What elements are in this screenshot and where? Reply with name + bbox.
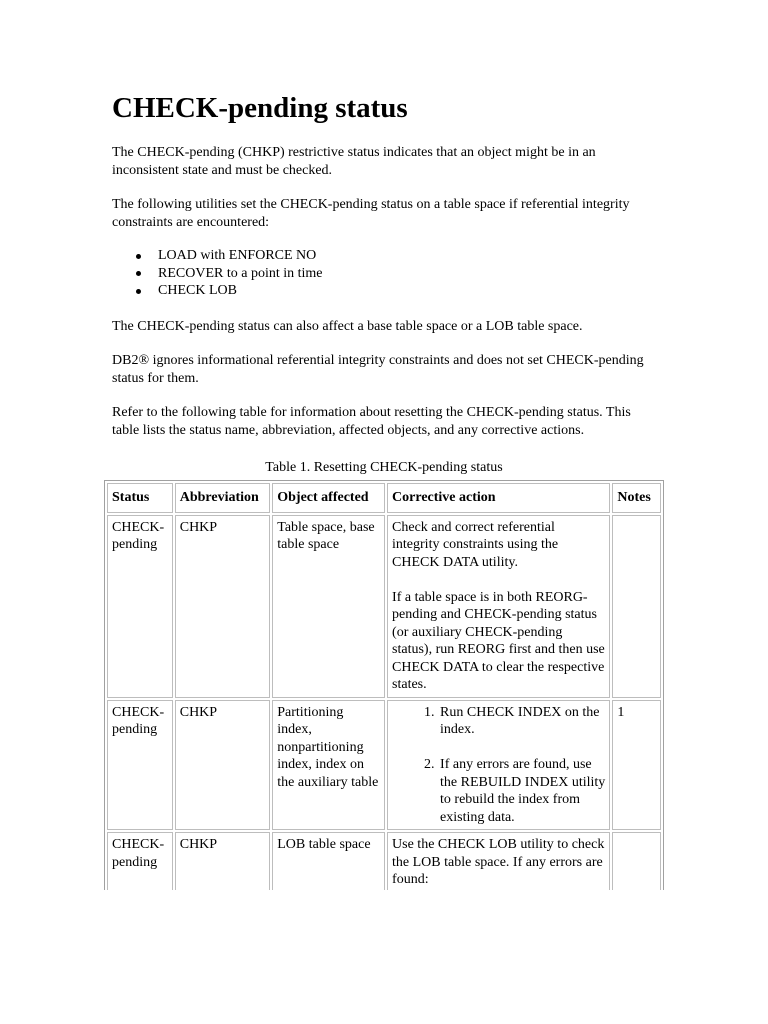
action-step: 1. Run CHECK INDEX on the index. — [438, 704, 605, 739]
refer-paragraph: Refer to the following table for information about resetting the CHECK-pending status. This table lists the status name, abbreviation, affected objects, and any corrective actions. — [112, 405, 631, 438]
cell-notes — [612, 832, 661, 890]
page-title: CHECK-pending status — [112, 92, 408, 124]
cell-abbreviation: CHKP — [175, 700, 271, 831]
cell-corrective-action — [387, 515, 610, 698]
cell-status: CHECK-pending — [107, 515, 173, 698]
table-row — [107, 700, 661, 831]
cell-abbreviation: CHKP — [175, 515, 271, 698]
list-item: LOAD with ENFORCE NO — [112, 247, 323, 265]
header-object-affected: Object affected — [272, 483, 385, 513]
intro-paragraph: The CHECK-pending (CHKP) restrictive status indicates that an object might be in an inconsistent state and must be checked. — [112, 145, 596, 178]
table-caption: Table 1. Resetting CHECK-pending status — [265, 460, 503, 475]
table-row — [107, 515, 661, 698]
cell-status: CHECK-pending — [107, 832, 173, 890]
action-step: 2. If any errors are found, use the REBUILD INDEX utility to rebuild the index from existing data. — [438, 756, 605, 826]
cell-notes: 1 — [612, 700, 661, 831]
header-abbreviation: Abbreviation — [175, 483, 271, 513]
status-table-frame — [104, 480, 664, 890]
action-paragraph: If a table space is in both REORG-pending and CHECK-pending status (or auxiliary CHECK-pending status), run REORG first and then use CHECK DATA to clear the respective states. — [392, 589, 605, 692]
table-row — [107, 832, 661, 890]
bullet-icon — [136, 289, 141, 294]
cell-notes — [612, 515, 661, 698]
list-item: CHECK LOB — [112, 282, 323, 300]
header-status: Status — [107, 483, 173, 513]
status-table — [105, 481, 663, 890]
table-header-row — [107, 483, 661, 513]
header-notes: Notes — [612, 483, 661, 513]
cell-corrective-action — [387, 832, 610, 890]
bullet-icon — [136, 271, 141, 276]
db2-paragraph: DB2® ignores informational referential integrity constraints and does not set CHECK-pending status for them. — [112, 353, 644, 386]
cell-object-affected: Partitioning index, nonpartitioning index, index on the auxiliary table — [272, 700, 385, 831]
action-paragraph: Check and correct referential integrity constraints using the CHECK DATA utility. — [392, 519, 559, 570]
cell-corrective-action — [387, 700, 610, 831]
action-paragraph: Use the CHECK LOB utility to check the LOB table space. If any errors are found: — [392, 837, 605, 887]
header-corrective-action: Corrective action — [387, 483, 610, 513]
list-item: RECOVER to a point in time — [112, 265, 323, 283]
cell-object-affected: Table space, base table space — [272, 515, 385, 698]
utilities-list — [112, 247, 323, 300]
action-steps-list — [392, 704, 605, 827]
cell-object-affected: LOB table space — [272, 832, 385, 890]
utilities-paragraph: The following utilities set the CHECK-pending status on a table space if referential integrity constraints are encountered: — [112, 197, 630, 230]
base-lob-paragraph: The CHECK-pending status can also affect a base table space or a LOB table space. — [112, 319, 583, 334]
cell-abbreviation: CHKP — [175, 832, 271, 890]
cell-status: CHECK-pending — [107, 700, 173, 831]
bullet-icon — [136, 254, 141, 259]
